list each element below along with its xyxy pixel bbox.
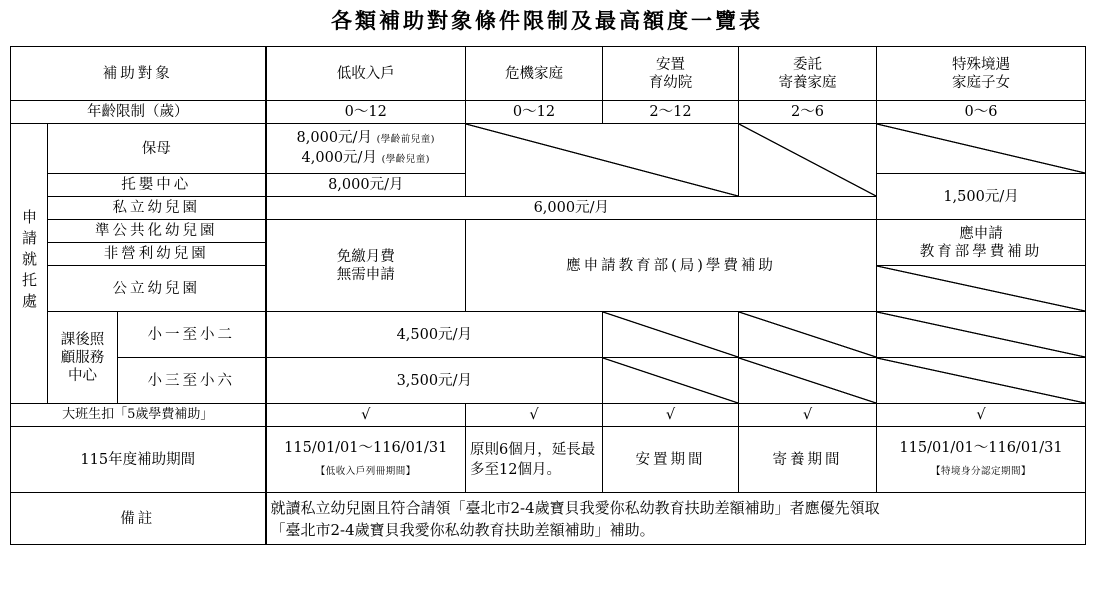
period-placement: 安置期間	[603, 427, 739, 493]
remarks-line2: 「臺北市2-4歲寶貝我愛你私幼教育扶助差額補助」補助。	[270, 520, 655, 539]
five-year-placement: √	[603, 404, 739, 427]
period-row	[11, 427, 1086, 493]
grade36-foster-blank	[739, 358, 877, 404]
nanny-low-income	[266, 124, 466, 174]
semi-public-label: 準公共化幼兒園	[48, 220, 266, 243]
afterschool-line3: 中心	[68, 367, 97, 384]
afterschool-label	[48, 312, 118, 404]
header-subject: 補助對象	[11, 47, 266, 101]
private-value: 6,000元/月	[266, 197, 877, 220]
afterschool-line1: 課後照	[60, 331, 105, 348]
nanny-row	[11, 124, 1086, 174]
five-year-foster: √	[739, 404, 877, 427]
private-label: 私立幼兒園	[48, 197, 266, 220]
daycare-label: 托嬰中心	[48, 174, 266, 197]
semi-public-row	[11, 220, 1086, 243]
public-special-blank	[877, 266, 1086, 312]
five-year-low-income: √	[266, 404, 466, 427]
nanny-tag-preschool: (學齡前兒童)	[376, 133, 435, 145]
grade36-row	[11, 358, 1086, 404]
header-placement-line1: 安置	[656, 56, 686, 73]
daycare-value: 8,000元/月	[266, 174, 466, 197]
age-row	[11, 101, 1086, 124]
grade36-value: 3,500元/月	[266, 358, 603, 404]
page-title: 各類補助對象條件限制及最高額度一覽表	[331, 8, 763, 33]
nanny-foster-blank	[739, 124, 877, 197]
grade36-special-blank	[877, 358, 1086, 404]
free-line2: 無需申請	[336, 266, 395, 283]
special-apply-line2: 教育部學費補助	[919, 243, 1043, 260]
period-foster: 寄養期間	[739, 427, 877, 493]
grade36-label: 小三至小六	[118, 358, 266, 404]
public-label: 公立幼兒園	[48, 266, 266, 312]
period-low-income-dates: 115/01/01～116/01/31	[284, 439, 448, 456]
header-foster	[739, 47, 877, 101]
header-special-line2: 家庭子女	[952, 74, 1011, 91]
edu-subsidy: 應申請教育部(局)學費補助	[466, 220, 877, 312]
period-crisis: 原則6個月，延長最多至12個月。	[466, 427, 603, 493]
age-label: 年齡限制（歲）	[11, 101, 266, 124]
remarks-text	[266, 493, 1086, 545]
special-apply-line1: 應申請	[959, 225, 1003, 242]
period-special-tag: 【特境身分認定期間】	[931, 465, 1032, 477]
period-label: 115年度補助期間	[11, 427, 266, 493]
nanny-special-blank	[877, 124, 1086, 174]
five-year-special: √	[877, 404, 1086, 427]
age-special: 0～6	[877, 101, 1086, 124]
header-special	[877, 47, 1086, 101]
grade12-placement-blank	[603, 312, 739, 358]
header-placement	[603, 47, 739, 101]
five-year-row	[11, 404, 1086, 427]
special-daycare-value: 1,500元/月	[877, 174, 1086, 220]
nonprofit-label: 非營利幼兒園	[48, 243, 266, 266]
age-crisis: 0～12	[466, 101, 603, 124]
free-cell	[266, 220, 466, 312]
header-crisis: 危機家庭	[466, 47, 603, 101]
age-placement: 2～12	[603, 101, 739, 124]
remarks-line1: 就讀私立幼兒園且符合請領「臺北市2-4歲寶貝我愛你私幼教育扶助差額補助」者應優先領取	[270, 498, 880, 517]
apply-group-text: 申請就托處	[20, 208, 38, 314]
nanny-tag-school: (學齡兒童)	[381, 153, 430, 165]
header-placement-line2: 育幼院	[648, 74, 693, 91]
period-special	[877, 427, 1086, 493]
header-low-income: 低收入戶	[266, 47, 466, 101]
nanny-crisis-placement-blank	[466, 124, 739, 197]
five-year-crisis: √	[466, 404, 603, 427]
five-year-label: 大班生扣「5歲學費補助」	[11, 404, 266, 427]
nanny-label: 保母	[48, 124, 266, 174]
age-low-income: 0～12	[266, 101, 466, 124]
age-foster: 2～6	[739, 101, 877, 124]
special-apply	[877, 220, 1086, 266]
period-low-income-tag: 【低收入戶列冊期間】	[315, 465, 416, 477]
period-low-income	[266, 427, 466, 493]
grade12-label: 小一至小二	[118, 312, 266, 358]
grade12-row	[11, 312, 1086, 358]
nanny-value-preschool: 8,000元/月	[296, 129, 372, 146]
grade12-foster-blank	[739, 312, 877, 358]
header-special-line1: 特殊境遇	[952, 56, 1011, 73]
subsidy-table	[10, 46, 1086, 545]
apply-group-label	[11, 124, 48, 404]
grade12-value: 4,500元/月	[266, 312, 603, 358]
header-foster-line2: 寄養家庭	[778, 74, 837, 91]
free-line1: 免繳月費	[336, 248, 395, 265]
header-row	[11, 47, 1086, 101]
remarks-label: 備註	[11, 493, 266, 545]
remarks-row	[11, 493, 1086, 545]
grade36-placement-blank	[603, 358, 739, 404]
period-special-dates: 115/01/01～116/01/31	[899, 439, 1063, 456]
afterschool-line2: 顧服務	[60, 349, 105, 366]
header-foster-line1: 委託	[793, 56, 823, 73]
grade12-special-blank	[877, 312, 1086, 358]
nanny-value-school: 4,000元/月	[301, 149, 377, 166]
